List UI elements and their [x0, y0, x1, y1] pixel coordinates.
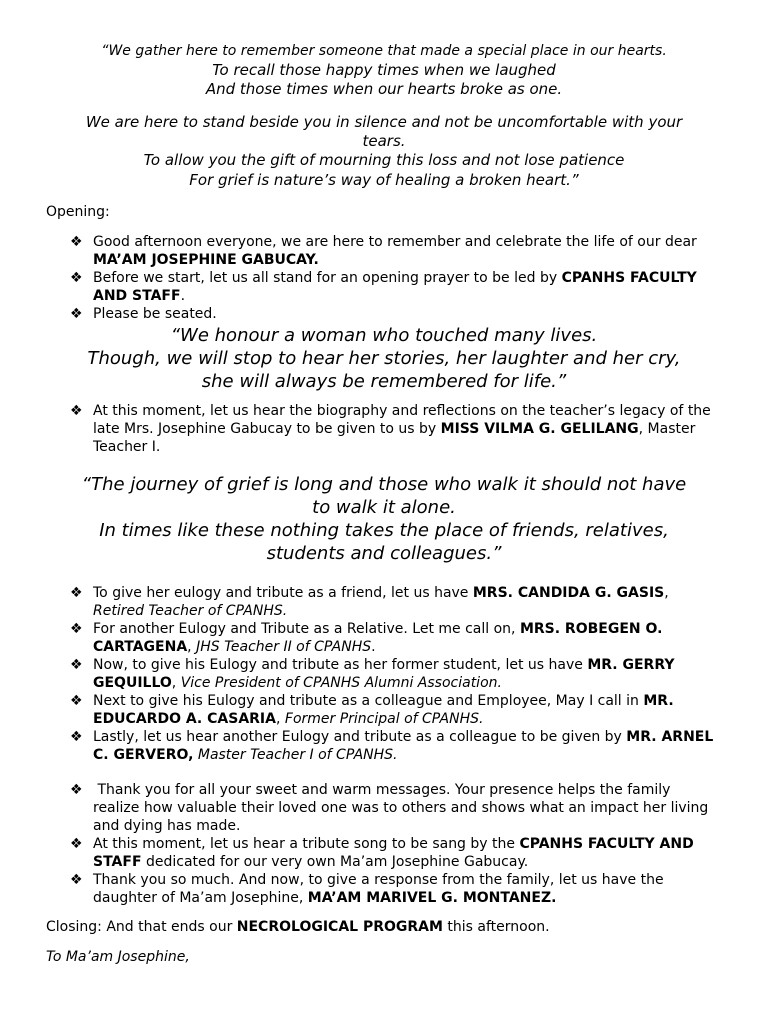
item-role: Vice President of CPANHS Alumni Association. — [180, 675, 502, 691]
bullet-icon: ❖ — [70, 403, 83, 419]
item-line — [93, 620, 662, 638]
poem-line: To allow you the gift of mourning this loss and not lose patience — [143, 151, 625, 169]
item-text: At this moment, let us hear a tribute song to be sang by the — [93, 836, 520, 852]
item-name: MR. GERRY — [587, 657, 675, 673]
poem-line: And those times when our hearts broke as one. — [205, 80, 563, 98]
item-text: . — [371, 639, 376, 655]
item-text: Lastly, let us hear another Eulogy and tribute as a colleague to be given by — [93, 729, 627, 745]
item-text: , — [275, 711, 285, 727]
poem-line: We are here to stand beside you in silence and not be uncomfortable with your — [85, 113, 683, 131]
item-name: AND STAFF — [93, 288, 181, 304]
bullet-icon: ❖ — [70, 306, 83, 322]
item-name: MISS VILMA G. GELILANG — [440, 421, 639, 437]
item-line — [93, 710, 483, 728]
item-text: To give her eulogy and tribute as a friend, let us have — [93, 585, 473, 601]
item-name: MA’AM MARIVEL G. MONTANEZ. — [307, 890, 557, 906]
item-text: dedicated for our very own Ma’am Josephine Gabucay. — [141, 854, 529, 870]
item-text: Please be seated. — [93, 306, 217, 322]
item-text: , — [187, 639, 197, 655]
item-line — [93, 728, 713, 746]
closing-program-name: NECROLOGICAL PROGRAM — [236, 919, 443, 935]
bullet-icon: ❖ — [70, 782, 83, 798]
item-line — [93, 853, 528, 871]
quote-line: Though, we will stop to hear her stories, her laughter and her cry, — [87, 348, 681, 369]
item-line — [93, 692, 674, 710]
item-line — [93, 269, 697, 287]
item-text: , — [171, 675, 181, 691]
item-text: late Mrs. Josephine Gabucay to be given to us by — [93, 421, 441, 437]
item-text: daughter of Ma’am Josephine, — [93, 890, 308, 906]
bullet-icon: ❖ — [70, 270, 83, 286]
item-line — [93, 420, 695, 438]
quote-line: she will always be remembered for life.” — [201, 371, 567, 392]
item-name: EDUCARDO A. CASARIA — [93, 711, 276, 727]
bullet-icon: ❖ — [70, 657, 83, 673]
item-role: JHS Teacher II of CPANHS — [196, 639, 372, 655]
item-text: , Master — [638, 421, 696, 437]
item-line — [93, 835, 694, 853]
item-text: At this moment, let us hear the biography and reflections on the teacher’s legacy of the — [93, 403, 711, 419]
item-text: Now, to give his Eulogy and tribute as her former student, let us have — [93, 657, 588, 673]
closing-text: Closing: And that ends our — [46, 919, 237, 935]
item-name: MR. — [643, 693, 674, 709]
bullet-icon: ❖ — [70, 729, 83, 745]
poem-line: For grief is nature’s way of healing a broken heart.” — [189, 171, 579, 189]
item-line — [93, 674, 502, 692]
bullet-icon: ❖ — [70, 234, 83, 250]
bullet-icon: ❖ — [70, 693, 83, 709]
item-name: CPANHS FACULTY AND — [519, 836, 694, 852]
bullet-icon: ❖ — [70, 585, 83, 601]
item-text: . — [180, 288, 186, 304]
closing-text: this afternoon. — [442, 919, 550, 935]
item-name: MRS. ROBEGEN O. — [519, 621, 663, 637]
item-text: Thank you so much. And now, to give a response from the family, let us have the — [93, 872, 664, 888]
item-role: Master Teacher I of CPANHS. — [197, 747, 398, 763]
item-line — [93, 746, 397, 764]
quote-line: students and colleagues.” — [266, 543, 502, 564]
item-name: MRS. CANDIDA G. GASIS — [472, 585, 665, 601]
quote-line: In times like these nothing takes the place of friends, relatives, — [99, 520, 669, 541]
closing-line — [46, 918, 550, 936]
bullet-icon: ❖ — [70, 621, 83, 637]
item-text: Thank you for all your sweet and warm messages. Your presence helps the family — [93, 782, 671, 798]
item-text: and dying has made. — [93, 818, 241, 834]
item-text: Teacher I. — [93, 439, 161, 455]
item-line — [93, 584, 669, 602]
item-line — [93, 889, 556, 907]
item-name: CPANHS FACULTY — [561, 270, 697, 286]
poem-line: “We gather here to remember someone that made a special place in our hearts. — [101, 43, 667, 59]
item-text: realize how valuable their loved one was to others and shows what an impact her living — [93, 800, 709, 816]
item-text: Good afternoon everyone, we are here to remember and celebrate the life of our dear — [93, 234, 697, 250]
poem-line: To recall those happy times when we laughed — [212, 61, 556, 79]
quote-line: “We honour a woman who touched many lives. — [170, 325, 598, 346]
item-line — [93, 287, 185, 305]
bullet-icon: ❖ — [70, 836, 83, 852]
opening-label: Opening: — [46, 204, 110, 220]
quote-line: “The journey of grief is long and those who walk it should not have — [81, 474, 687, 495]
item-role: Former Principal of CPANHS. — [284, 711, 484, 727]
item-text: Next to give his Eulogy and tribute as a colleague and Employee, May I call in — [93, 693, 644, 709]
item-text: For another Eulogy and Tribute as a Relative. Let me call on, — [93, 621, 520, 637]
item-name: MA’AM JOSEPHINE GABUCAY. — [93, 252, 319, 268]
item-role: Retired Teacher of CPANHS. — [93, 603, 288, 619]
item-line — [93, 656, 674, 674]
poem-line: tears. — [362, 132, 406, 150]
item-name: CARTAGENA — [93, 639, 188, 655]
item-line — [93, 638, 376, 656]
salutation: To Ma’am Josephine, — [46, 949, 190, 965]
item-name: STAFF — [93, 854, 142, 870]
item-text: Before we start, let us all stand for an opening prayer to be led by — [93, 270, 562, 286]
item-text: , — [664, 585, 669, 601]
quote-line: to walk it alone. — [312, 497, 456, 518]
item-name: MR. ARNEL — [626, 729, 714, 745]
item-name: C. GERVERO, — [93, 747, 194, 763]
item-name: GEQUILLO — [93, 675, 172, 691]
bullet-icon: ❖ — [70, 872, 83, 888]
